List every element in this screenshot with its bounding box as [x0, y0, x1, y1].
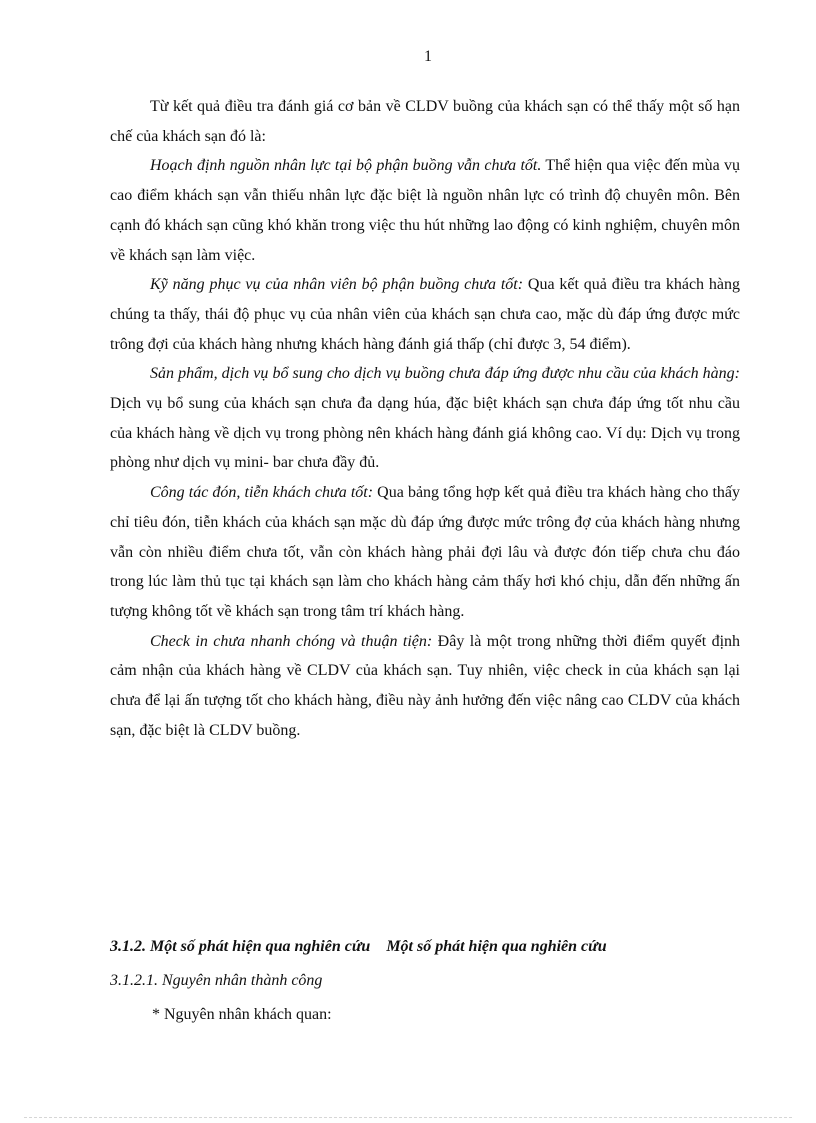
paragraph-service-skills	[110, 270, 740, 359]
paragraph-lead: Check in chưa nhanh chóng và thuận tiện:	[150, 632, 433, 650]
paragraph-supplementary-services	[110, 359, 740, 478]
paragraph-check-in	[110, 627, 740, 746]
paragraph-reception	[110, 478, 740, 627]
section-heading: 3.1.2. Một số phát hiện qua nghiên cứu Một số phát hiện qua nghiên cứu	[110, 938, 607, 955]
paragraph-text: Qua bảng tổng hợp kết quả điều tra khách hàng cho thấy chỉ tiêu đón, tiễn khách của khách sạn mặc dù đáp ứng được mức trông đợ của khách hàng nhưng vẫn còn nhiều điểm chưa tốt, vẫn còn khách hàng phải đợi lâu và được đón tiếp chưa chu đáo trong lúc làm thủ tục tại khách sạn làm cho khách hàng cảm thấy hơi khó chịu, dẫn đến những ấn tượng không tốt về khách sạn trong tâm trí khách hàng.	[110, 484, 740, 620]
body-text	[110, 92, 740, 745]
paragraph-lead: Sản phẩm, dịch vụ bổ sung cho dịch vụ buồng chưa đáp ứng được nhu cầu của khách hàng:	[150, 365, 740, 383]
paragraph-lead: Hoạch định nguồn nhân lực tại bộ phận buồng vẫn chưa tốt.	[150, 157, 542, 175]
paragraph-planning	[110, 151, 740, 270]
paragraph-text: Dịch vụ bổ sung của khách sạn chưa đa dạng húa, đặc biệt khách sạn chưa đáp ứng tốt nhu cầu của khách hàng về dịch vụ trong phòng nên khách hàng đánh giá không cao. Ví dụ: Dịch vụ trong phòng như dịch vụ mini- bar chưa đầy đủ.	[110, 395, 740, 472]
section-block	[110, 930, 750, 1032]
intro-paragraph: Từ kết quả điều tra đánh giá cơ bản về CLDV buồng của khách sạn có thể thấy một số hạn chế của khách sạn đó là:	[110, 98, 740, 145]
subsection-heading: 3.1.2.1. Nguyên nhân thành công	[110, 972, 323, 989]
paragraph-text: Đây là một trong những thời điểm quyết định cảm nhận của khách hàng về CLDV của khách sạn. Tuy nhiên, việc check in của khách sạn lại chưa để lại ấn tượng tốt cho khách hàng, điều này ảnh hưởng đến việc nâng cao CLDV của khách sạn, đặc biệt là CLDV buồng.	[110, 632, 741, 739]
bullet-item: * Nguyên nhân khách quan:	[152, 1006, 332, 1023]
page-number: 1	[424, 48, 432, 65]
paragraph-text: Qua kết quả điều tra khách hàng chúng ta thấy, thái độ phục vụ của nhân viên của khách sạn chưa cao, mặc dù đáp ứng được mức trông đợi của khách hàng nhưng khách hàng đánh giá thấp (chỉ được 3, 54 điểm).	[110, 276, 740, 353]
paragraph-lead: Công tác đón, tiễn khách chưa tốt:	[150, 484, 374, 502]
page-bottom-divider	[24, 1117, 792, 1118]
paragraph-text: Thể hiện qua việc đến mùa vụ cao điểm khách sạn vẫn thiếu nhân lực đặc biệt là nguồn nhân lực có trình độ chuyên môn. Bên cạnh đó khách sạn cũng khó khăn trong việc thu hút những lao động có kinh nghiệm, chuyên môn về khách sạn làm việc.	[110, 157, 740, 264]
paragraph-lead: Kỹ năng phục vụ của nhân viên bộ phận buồng chưa tốt:	[150, 276, 524, 294]
